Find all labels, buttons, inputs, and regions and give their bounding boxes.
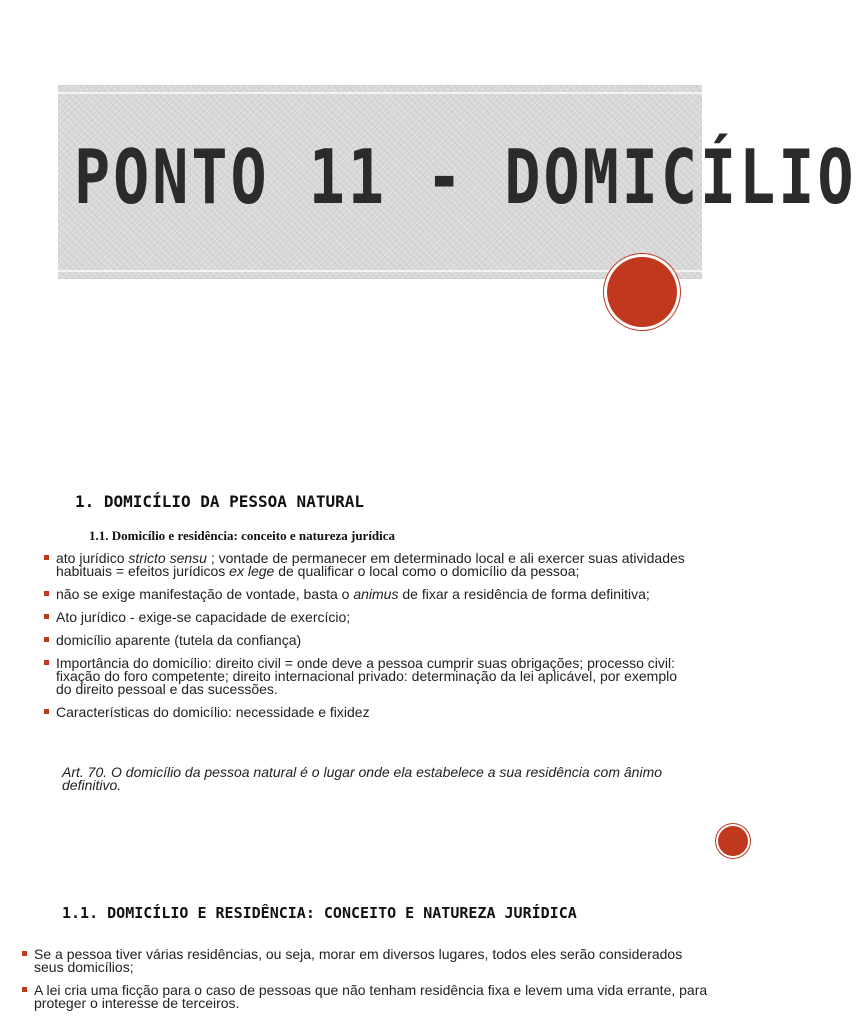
subheading-conceito: 1.1. Domicílio e residência: conceito e natureza jurídica <box>89 528 396 543</box>
bullet-marker-icon <box>22 987 27 992</box>
decorative-circle-small <box>718 826 748 856</box>
bullet-list-slide2 <box>44 552 694 729</box>
bullet-marker-icon <box>44 637 49 642</box>
decorative-circle-large <box>607 257 677 327</box>
italic-text: animus <box>353 586 399 602</box>
bullet-item <box>44 706 694 719</box>
bullet-text: não se exige manifestação de vontade, basta o <box>56 586 354 602</box>
bullet-marker-icon <box>44 709 49 714</box>
bullet-item <box>44 588 694 601</box>
bullet-marker-icon <box>44 555 49 560</box>
bullet-marker-icon <box>44 614 49 619</box>
bullet-text: ato jurídico <box>56 550 129 566</box>
bullet-list-slide3 <box>22 948 712 1020</box>
bullet-text: de qualificar o local como o domicílio da pessoa; <box>274 563 580 579</box>
bullet-text: A lei cria uma ficção para o caso de pessoas que não tenham residência fixa e levem uma vida errante, para proteger o interesse de terceiros. <box>34 982 708 1011</box>
section-title-domicilio-residencia: 1.1. DOMICÍLIO E RESIDÊNCIA: CONCEITO E NATUREZA JURÍDICA <box>62 904 577 922</box>
article-70-quote: Art. 70. O domicílio da pessoa natural é o lugar onde ela estabelece a sua residência com ânimo definitivo. <box>62 764 663 793</box>
italic-text: stricto sensu <box>128 550 207 566</box>
bullet-text: ; vontade de permanecer em determinado local e ali exercer suas atividades habituais = efeitos jurídicos <box>56 550 685 579</box>
bullet-item <box>44 634 694 647</box>
bullet-item <box>44 657 694 696</box>
bullet-item <box>22 984 712 1010</box>
section-title-domicilio-pessoa-natural: 1. DOMICÍLIO DA PESSOA NATURAL <box>75 492 364 511</box>
bullet-text: Importância do domicílio: direito civil = onde deve a pessoa cumprir suas obrigações; processo civil: fixação do foro competente; direito internacional privado: determinação da lei aplicável, por exemplo do direito pessoal e das sucessões. <box>56 655 678 697</box>
bullet-text: de fixar a residência de forma definitiva; <box>398 586 650 602</box>
italic-text: ex lege <box>229 563 275 579</box>
bullet-item <box>44 611 694 624</box>
banner-top-rule <box>58 92 702 94</box>
bullet-marker-icon <box>22 951 27 956</box>
bullet-item <box>44 552 694 578</box>
bullet-marker-icon <box>44 660 49 665</box>
banner-bottom-rule <box>58 270 702 272</box>
bullet-item <box>22 948 712 974</box>
bullet-text: Características do domicílio: necessidade e fixidez <box>56 704 370 720</box>
title-banner <box>58 85 856 279</box>
bullet-text: Se a pessoa tiver várias residências, ou seja, morar em diversos lugares, todos eles serão considerados seus domicílios; <box>34 946 683 975</box>
bullet-text: domicílio aparente (tutela da confiança) <box>56 632 302 648</box>
slide-title: PONTO 11 - DOMICÍLIO <box>74 134 856 222</box>
bullet-text: Ato jurídico - exige-se capacidade de exercício; <box>56 609 351 625</box>
bullet-marker-icon <box>44 591 49 596</box>
